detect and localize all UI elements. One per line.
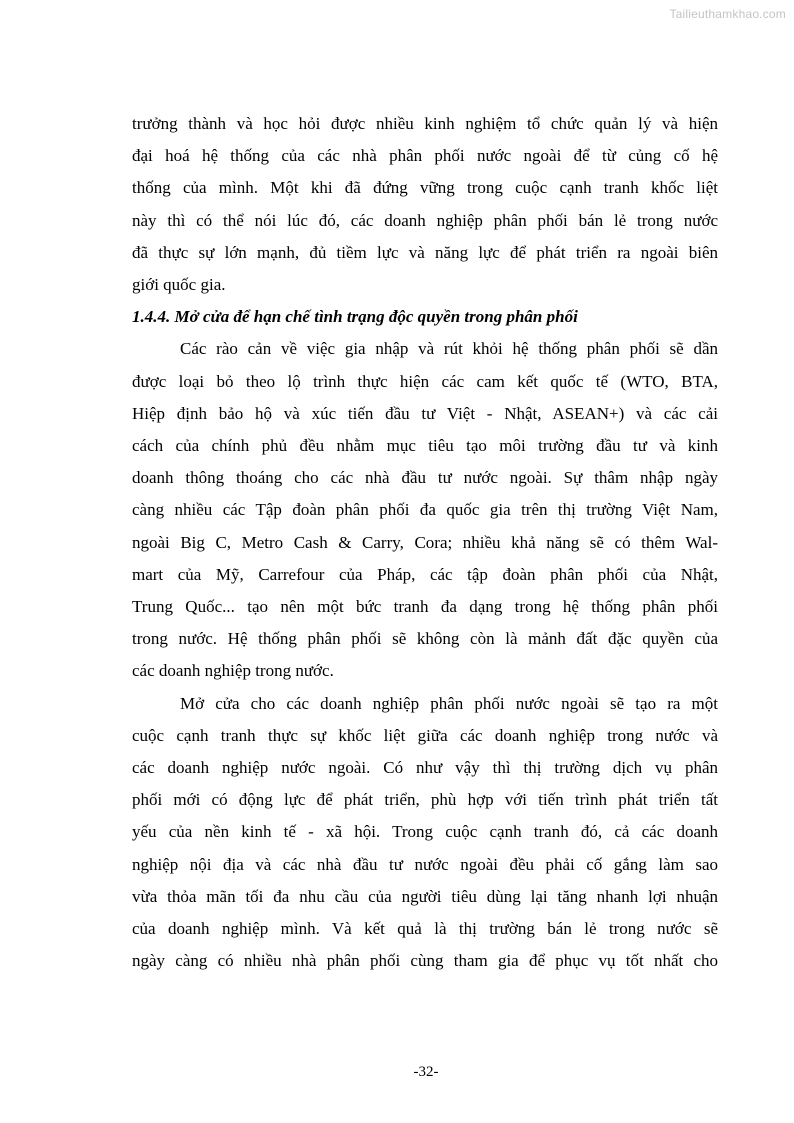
page-number: -32-: [413, 1064, 439, 1080]
text-line: ngày càng có nhiều nhà phân phối cùng tham gia để phục vụ tốt nhất cho: [132, 951, 718, 971]
text-line: nghiệp nội địa và các nhà đầu tư nước ngoài đều phải cố gắng làm sao: [132, 854, 718, 874]
text-line: này thì có thể nói lúc đó, các doanh nghiệp phân phối bán lẻ trong nước: [132, 210, 718, 230]
text-line: vừa thỏa mãn tối đa nhu cầu của người tiêu dùng lại tăng nhanh lợi nhuận: [132, 886, 718, 906]
paragraph-continued: [132, 108, 718, 301]
text-line: giới quốc gia.: [132, 275, 226, 295]
text-line: thống của mình. Một khi đã đứng vững trong cuộc cạnh tranh khốc liệt: [132, 178, 718, 198]
watermark: Tailieuthamkhao.com: [669, 7, 786, 21]
text-line: trưởng thành và học hỏi được nhiều kinh nghiệm tổ chức quản lý và hiện: [132, 114, 718, 133]
text-line: ngoài Big C, Metro Cash & Carry, Cora; nhiều khả năng sẽ có thêm Wal-: [132, 532, 718, 552]
section-heading: 1.4.4. Mở cửa để hạn chế tình trạng độc quyền trong phân phối: [132, 307, 578, 327]
text-line: trong nước. Hệ thống phân phối sẽ không còn là mảnh đất đặc quyền của: [132, 629, 718, 649]
text-line: các doanh nghiệp trong nước.: [132, 661, 334, 681]
text-line: doanh thông thoáng cho các nhà đầu tư nước ngoài. Sự thâm nhập ngày: [132, 468, 718, 488]
text-line: phối mới có động lực để phát triển, phù hợp với tiến trình phát triển tất: [132, 790, 718, 810]
text-line: càng nhiều các Tập đoàn phân phối đa quốc gia trên thị trường Việt Nam,: [132, 500, 718, 520]
text-line: đại hoá hệ thống của các nhà phân phối nước ngoài để từ củng cố hệ: [132, 146, 718, 166]
text-line: đã thực sự lớn mạnh, đủ tiềm lực và năng lực để phát triển ra ngoài biên: [132, 242, 718, 262]
text-line: Trung Quốc... tạo nên một bức tranh đa dạng trong hệ thống phân phối: [132, 597, 718, 617]
text-line: cách của chính phủ đều nhằm mục tiêu tạo môi trường đầu tư và kinh: [132, 436, 718, 456]
text-line: Hiệp định bảo hộ và xúc tiến đầu tư Việt - Nhật, ASEAN+) và các cải: [132, 403, 718, 423]
text-line: yếu của nền kinh tế - xã hội. Trong cuộc cạnh tranh đó, cả các doanh: [132, 822, 718, 842]
text-line: các doanh nghiệp nước ngoài. Có như vậy thì thị trường dịch vụ phân: [132, 758, 718, 778]
page-body: [132, 108, 718, 977]
text-line: mart của Mỹ, Carrefour của Pháp, các tập đoàn phân phối của Nhật,: [132, 564, 718, 584]
text-line: Các rào cản về việc gia nhập và rút khỏi hệ thống phân phối sẽ dần: [180, 339, 718, 359]
paragraph-2: [132, 333, 718, 687]
paragraph-3: [132, 688, 718, 978]
text-line: của doanh nghiệp mình. Và kết quả là thị trường bán lẻ trong nước sẽ: [132, 919, 718, 939]
text-line: cuộc cạnh tranh thực sự khốc liệt giữa các doanh nghiệp trong nước và: [132, 725, 718, 745]
text-line: Mở cửa cho các doanh nghiệp phân phối nước ngoài sẽ tạo ra một: [180, 693, 718, 713]
text-line: được loại bỏ theo lộ trình thực hiện các cam kết quốc tế (WTO, BTA,: [132, 371, 718, 391]
